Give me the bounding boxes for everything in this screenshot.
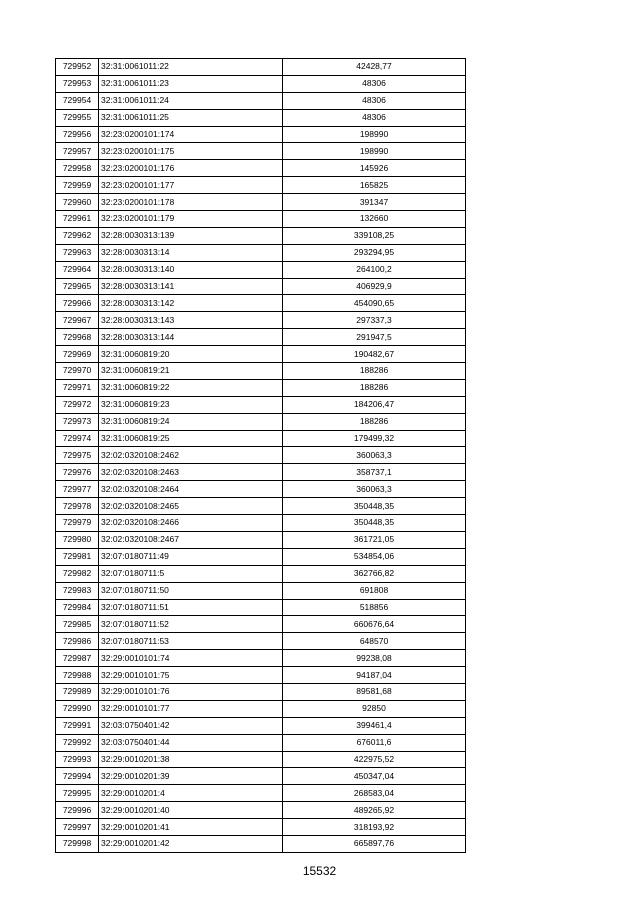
- value-cell: 48306: [283, 92, 466, 109]
- record-id-cell: 729985: [56, 616, 99, 633]
- table-row: [56, 295, 466, 312]
- record-id-cell: 729980: [56, 531, 99, 548]
- record-id-cell: 729990: [56, 700, 99, 717]
- value-cell: 676011,6: [283, 734, 466, 751]
- cadastral-number-cell: 32:28:0030313:141: [99, 278, 283, 295]
- cadastral-number-cell: 32:31:0061011:23: [99, 75, 283, 92]
- cadastral-number-cell: 32:23:0200101:175: [99, 143, 283, 160]
- table-row: [56, 177, 466, 194]
- registry-table: [55, 58, 466, 853]
- cadastral-number-cell: 32:02:0320108:2467: [99, 531, 283, 548]
- cadastral-number-cell: 32:28:0030313:142: [99, 295, 283, 312]
- table-row: [56, 650, 466, 667]
- cadastral-number-cell: 32:31:0060819:21: [99, 363, 283, 380]
- cadastral-number-cell: 32:31:0061011:25: [99, 109, 283, 126]
- value-cell: 358737,1: [283, 464, 466, 481]
- value-cell: 350448,35: [283, 498, 466, 515]
- cadastral-number-cell: 32:28:0030313:143: [99, 312, 283, 329]
- value-cell: 145926: [283, 160, 466, 177]
- record-id-cell: 729995: [56, 785, 99, 802]
- record-id-cell: 729964: [56, 261, 99, 278]
- table-row: [56, 160, 466, 177]
- value-cell: 339108,25: [283, 227, 466, 244]
- cadastral-number-cell: 32:07:0180711:51: [99, 599, 283, 616]
- value-cell: 360063,3: [283, 481, 466, 498]
- value-cell: 198990: [283, 143, 466, 160]
- cadastral-number-cell: 32:31:0060819:20: [99, 346, 283, 363]
- record-id-cell: 729983: [56, 582, 99, 599]
- cadastral-number-cell: 32:23:0200101:177: [99, 177, 283, 194]
- record-id-cell: 729968: [56, 329, 99, 346]
- cadastral-number-cell: 32:31:0061011:24: [99, 92, 283, 109]
- table-row: [56, 531, 466, 548]
- table-row: [56, 835, 466, 852]
- table-row: [56, 227, 466, 244]
- cadastral-number-cell: 32:31:0060819:23: [99, 396, 283, 413]
- cadastral-number-cell: 32:29:0010201:41: [99, 819, 283, 836]
- record-id-cell: 729955: [56, 109, 99, 126]
- cadastral-number-cell: 32:28:0030313:140: [99, 261, 283, 278]
- table-row: [56, 278, 466, 295]
- record-id-cell: 729966: [56, 295, 99, 312]
- cadastral-number-cell: 32:02:0320108:2463: [99, 464, 283, 481]
- value-cell: 454090,65: [283, 295, 466, 312]
- record-id-cell: 729976: [56, 464, 99, 481]
- cadastral-number-cell: 32:29:0010101:76: [99, 683, 283, 700]
- table-row: [56, 734, 466, 751]
- table-row: [56, 565, 466, 582]
- value-cell: 648570: [283, 633, 466, 650]
- table-row: [56, 819, 466, 836]
- cadastral-number-cell: 32:29:0010101:75: [99, 667, 283, 684]
- cadastral-number-cell: 32:02:0320108:2466: [99, 515, 283, 532]
- cadastral-number-cell: 32:03:0750401:42: [99, 717, 283, 734]
- record-id-cell: 729992: [56, 734, 99, 751]
- table-row: [56, 109, 466, 126]
- cadastral-number-cell: 32:28:0030313:144: [99, 329, 283, 346]
- record-id-cell: 729977: [56, 481, 99, 498]
- record-id-cell: 729978: [56, 498, 99, 515]
- record-id-cell: 729972: [56, 396, 99, 413]
- record-id-cell: 729961: [56, 211, 99, 228]
- table-row: [56, 481, 466, 498]
- table-row: [56, 346, 466, 363]
- value-cell: 391347: [283, 194, 466, 211]
- table-row: [56, 700, 466, 717]
- value-cell: 42428,77: [283, 59, 466, 76]
- value-cell: 318193,92: [283, 819, 466, 836]
- value-cell: 188286: [283, 363, 466, 380]
- table-row: [56, 379, 466, 396]
- table-row: [56, 363, 466, 380]
- table-row: [56, 582, 466, 599]
- table-row: [56, 126, 466, 143]
- cadastral-number-cell: 32:07:0180711:49: [99, 548, 283, 565]
- table-row: [56, 599, 466, 616]
- record-id-cell: 729984: [56, 599, 99, 616]
- table-row: [56, 329, 466, 346]
- value-cell: 89581,68: [283, 683, 466, 700]
- record-id-cell: 729971: [56, 379, 99, 396]
- cadastral-number-cell: 32:23:0200101:174: [99, 126, 283, 143]
- table-row: [56, 768, 466, 785]
- record-id-cell: 729979: [56, 515, 99, 532]
- value-cell: 264100,2: [283, 261, 466, 278]
- cadastral-number-cell: 32:02:0320108:2465: [99, 498, 283, 515]
- value-cell: 362766,82: [283, 565, 466, 582]
- record-id-cell: 729959: [56, 177, 99, 194]
- record-id-cell: 729960: [56, 194, 99, 211]
- cadastral-number-cell: 32:07:0180711:52: [99, 616, 283, 633]
- record-id-cell: 729997: [56, 819, 99, 836]
- cadastral-number-cell: 32:02:0320108:2464: [99, 481, 283, 498]
- cadastral-number-cell: 32:31:0060819:24: [99, 413, 283, 430]
- registry-table-body: [56, 59, 466, 853]
- record-id-cell: 729969: [56, 346, 99, 363]
- table-row: [56, 261, 466, 278]
- table-row: [56, 92, 466, 109]
- record-id-cell: 729962: [56, 227, 99, 244]
- table-row: [56, 498, 466, 515]
- cadastral-number-cell: 32:23:0200101:178: [99, 194, 283, 211]
- table-row: [56, 683, 466, 700]
- table-row: [56, 143, 466, 160]
- cadastral-number-cell: 32:07:0180711:5: [99, 565, 283, 582]
- value-cell: 518856: [283, 599, 466, 616]
- value-cell: 489265,92: [283, 802, 466, 819]
- table-row: [56, 59, 466, 76]
- record-id-cell: 729986: [56, 633, 99, 650]
- record-id-cell: 729967: [56, 312, 99, 329]
- table-row: [56, 447, 466, 464]
- record-id-cell: 729963: [56, 244, 99, 261]
- cadastral-number-cell: 32:29:0010201:38: [99, 751, 283, 768]
- record-id-cell: 729954: [56, 92, 99, 109]
- value-cell: 293294,95: [283, 244, 466, 261]
- cadastral-number-cell: 32:29:0010201:42: [99, 835, 283, 852]
- cadastral-number-cell: 32:29:0010201:40: [99, 802, 283, 819]
- record-id-cell: 729996: [56, 802, 99, 819]
- table-row: [56, 464, 466, 481]
- record-id-cell: 729956: [56, 126, 99, 143]
- record-id-cell: 729952: [56, 59, 99, 76]
- cadastral-number-cell: 32:28:0030313:14: [99, 244, 283, 261]
- cadastral-number-cell: 32:03:0750401:44: [99, 734, 283, 751]
- cadastral-number-cell: 32:31:0060819:25: [99, 430, 283, 447]
- table-row: [56, 413, 466, 430]
- value-cell: 691808: [283, 582, 466, 599]
- record-id-cell: 729982: [56, 565, 99, 582]
- table-row: [56, 312, 466, 329]
- record-id-cell: 729974: [56, 430, 99, 447]
- value-cell: 399461,4: [283, 717, 466, 734]
- record-id-cell: 729989: [56, 683, 99, 700]
- record-id-cell: 729957: [56, 143, 99, 160]
- cadastral-number-cell: 32:28:0030313:139: [99, 227, 283, 244]
- value-cell: 184206,47: [283, 396, 466, 413]
- value-cell: 179499,32: [283, 430, 466, 447]
- cadastral-number-cell: 32:29:0010201:39: [99, 768, 283, 785]
- table-row: [56, 75, 466, 92]
- table-row: [56, 211, 466, 228]
- record-id-cell: 729993: [56, 751, 99, 768]
- value-cell: 190482,67: [283, 346, 466, 363]
- table-row: [56, 396, 466, 413]
- value-cell: 48306: [283, 75, 466, 92]
- cadastral-number-cell: 32:23:0200101:176: [99, 160, 283, 177]
- value-cell: 660676,64: [283, 616, 466, 633]
- cadastral-number-cell: 32:29:0010101:77: [99, 700, 283, 717]
- table-row: [56, 751, 466, 768]
- value-cell: 99238,08: [283, 650, 466, 667]
- value-cell: 132660: [283, 211, 466, 228]
- table-row: [56, 244, 466, 261]
- cadastral-number-cell: 32:31:0061011:22: [99, 59, 283, 76]
- value-cell: 350448,35: [283, 515, 466, 532]
- table-row: [56, 802, 466, 819]
- record-id-cell: 729970: [56, 363, 99, 380]
- cadastral-number-cell: 32:07:0180711:53: [99, 633, 283, 650]
- table-row: [56, 785, 466, 802]
- cadastral-number-cell: 32:23:0200101:179: [99, 211, 283, 228]
- value-cell: 422975,52: [283, 751, 466, 768]
- value-cell: 534854,06: [283, 548, 466, 565]
- value-cell: 297337,3: [283, 312, 466, 329]
- value-cell: 188286: [283, 379, 466, 396]
- value-cell: 268583,04: [283, 785, 466, 802]
- value-cell: 291947,5: [283, 329, 466, 346]
- value-cell: 450347,04: [283, 768, 466, 785]
- value-cell: 665897,76: [283, 835, 466, 852]
- table-row: [56, 194, 466, 211]
- value-cell: 92850: [283, 700, 466, 717]
- value-cell: 198990: [283, 126, 466, 143]
- cadastral-number-cell: 32:29:0010101:74: [99, 650, 283, 667]
- cadastral-number-cell: 32:29:0010201:4: [99, 785, 283, 802]
- table-row: [56, 616, 466, 633]
- record-id-cell: 729991: [56, 717, 99, 734]
- record-id-cell: 729975: [56, 447, 99, 464]
- cadastral-number-cell: 32:02:0320108:2462: [99, 447, 283, 464]
- value-cell: 48306: [283, 109, 466, 126]
- table-row: [56, 633, 466, 650]
- record-id-cell: 729987: [56, 650, 99, 667]
- record-id-cell: 729973: [56, 413, 99, 430]
- cadastral-number-cell: 32:07:0180711:50: [99, 582, 283, 599]
- value-cell: 94187,04: [283, 667, 466, 684]
- value-cell: 165825: [283, 177, 466, 194]
- table-row: [56, 717, 466, 734]
- record-id-cell: 729988: [56, 667, 99, 684]
- value-cell: 361721,05: [283, 531, 466, 548]
- record-id-cell: 729953: [56, 75, 99, 92]
- value-cell: 406929,9: [283, 278, 466, 295]
- table-row: [56, 430, 466, 447]
- table-row: [56, 548, 466, 565]
- page-number: 15532: [302, 864, 337, 878]
- record-id-cell: 729994: [56, 768, 99, 785]
- table-row: [56, 667, 466, 684]
- value-cell: 188286: [283, 413, 466, 430]
- record-id-cell: 729965: [56, 278, 99, 295]
- cadastral-number-cell: 32:31:0060819:22: [99, 379, 283, 396]
- record-id-cell: 729958: [56, 160, 99, 177]
- record-id-cell: 729981: [56, 548, 99, 565]
- record-id-cell: 729998: [56, 835, 99, 852]
- table-row: [56, 515, 466, 532]
- value-cell: 360063,3: [283, 447, 466, 464]
